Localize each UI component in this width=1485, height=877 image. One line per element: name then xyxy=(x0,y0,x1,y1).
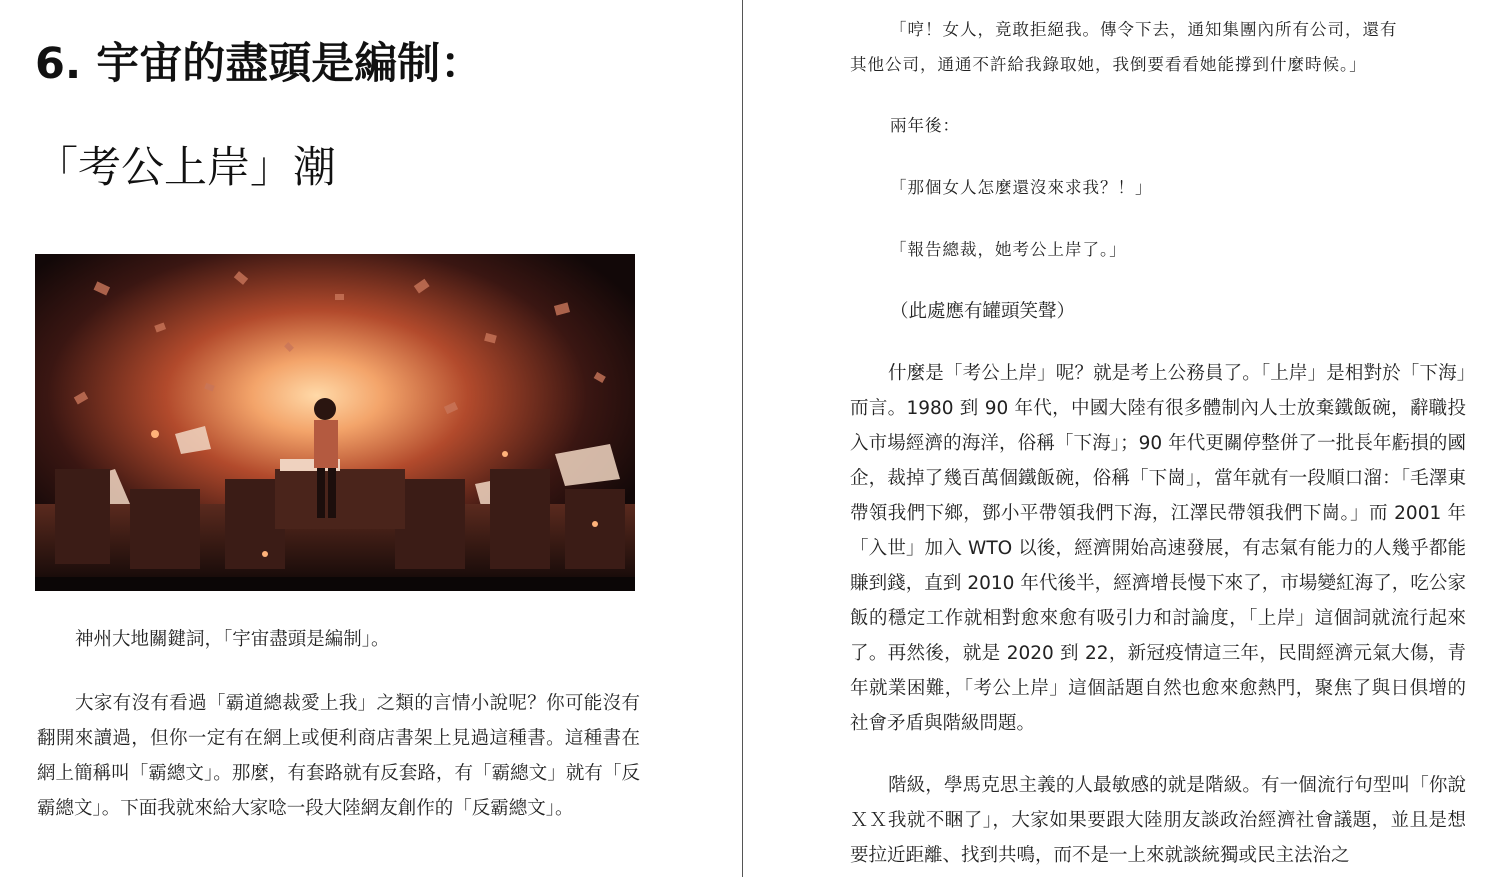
chapter-illustration xyxy=(35,254,635,591)
paragraph-class: 階級，學馬克思主義的人最敏感的就是階級。有一個流行句型叫「你說ＸＸ我就不睏了」，大家如果要跟大陸朋友談政治經濟社會議題，並且是想要拉近距離、找到共鳴，而不是一上來就談統獨或民主法治之 xyxy=(850,775,1466,866)
paragraph-explain: 什麼是「考公上岸」呢？就是考上公務員了。「上岸」是相對於「下海」而言。1980 到 90 年代，中國大陸有很多體制內人士放棄鐵飯碗，辭職投入市場經濟的海洋，俗稱「下海」；90 年代更關停整併了一批長年虧損的國企，裁掉了幾百萬個鐵飯碗，俗稱「下崗」，當年就有一段順口溜：「毛澤東帶領我們下鄉，鄧小平帶領我們下海，江澤民帶領我們下崗。」而 2001 年「入世」加入 WTO 以後，經濟開始高速發展，有志氣有能力的人幾乎都能賺到錢，直到 2010 年代後半，經濟增長慢下來了，市場變紅海了，吃公家飯的穩定工作就相對愈來愈有吸引力和討論度，「上岸」這個詞就流行起來了。再然後，就是 2020 到 22，新冠疫情這三年，民間經濟元氣大傷，青年就業困難，「考公上岸」這個話題自然也愈來愈熱門，聚焦了與日俱增的社會矛盾與階級問題。 xyxy=(850,363,1466,734)
stage-note: （此處應有罐頭笑聲） xyxy=(890,301,1076,322)
right-page xyxy=(744,0,1485,877)
paragraph-intro: 大家有沒有看過「霸道總裁愛上我」之類的言情小說呢？你可能沒有翻開來讀過，但你一定有在網上或便利商店書架上見過這種書。這種書在網上簡稱叫「霸總文」。那麼，有套路就有反套路，有「霸總文」就有「反霸總文」。下面我就來給大家唸一段大陸網友創作的「反霸總文」。 xyxy=(37,693,640,819)
chapter-title: 6. 宇宙的盡頭是編制： xyxy=(35,39,484,89)
quote-where-is-she: 「那個女人怎麼還沒來求我？！」 xyxy=(890,178,1153,197)
chapter-subtitle: 「考公上岸」潮 xyxy=(35,143,336,193)
quote-report: 「報告總裁，她考公上岸了。」 xyxy=(890,240,1127,259)
page-divider xyxy=(742,0,743,877)
left-page xyxy=(0,0,742,877)
paragraph-keyword: 神州大地關鍵詞，「宇宙盡頭是編制」。 xyxy=(75,629,390,650)
time-jump-text: 兩年後： xyxy=(890,116,960,135)
quote-line-2: 其他公司，通通不許給我錄取她，我倒要看看她能撐到什麼時候。」 xyxy=(850,55,1367,74)
quote-line-1: 「哼！女人，竟敢拒絕我。傳令下去，通知集團內所有公司，還有 xyxy=(890,20,1398,39)
